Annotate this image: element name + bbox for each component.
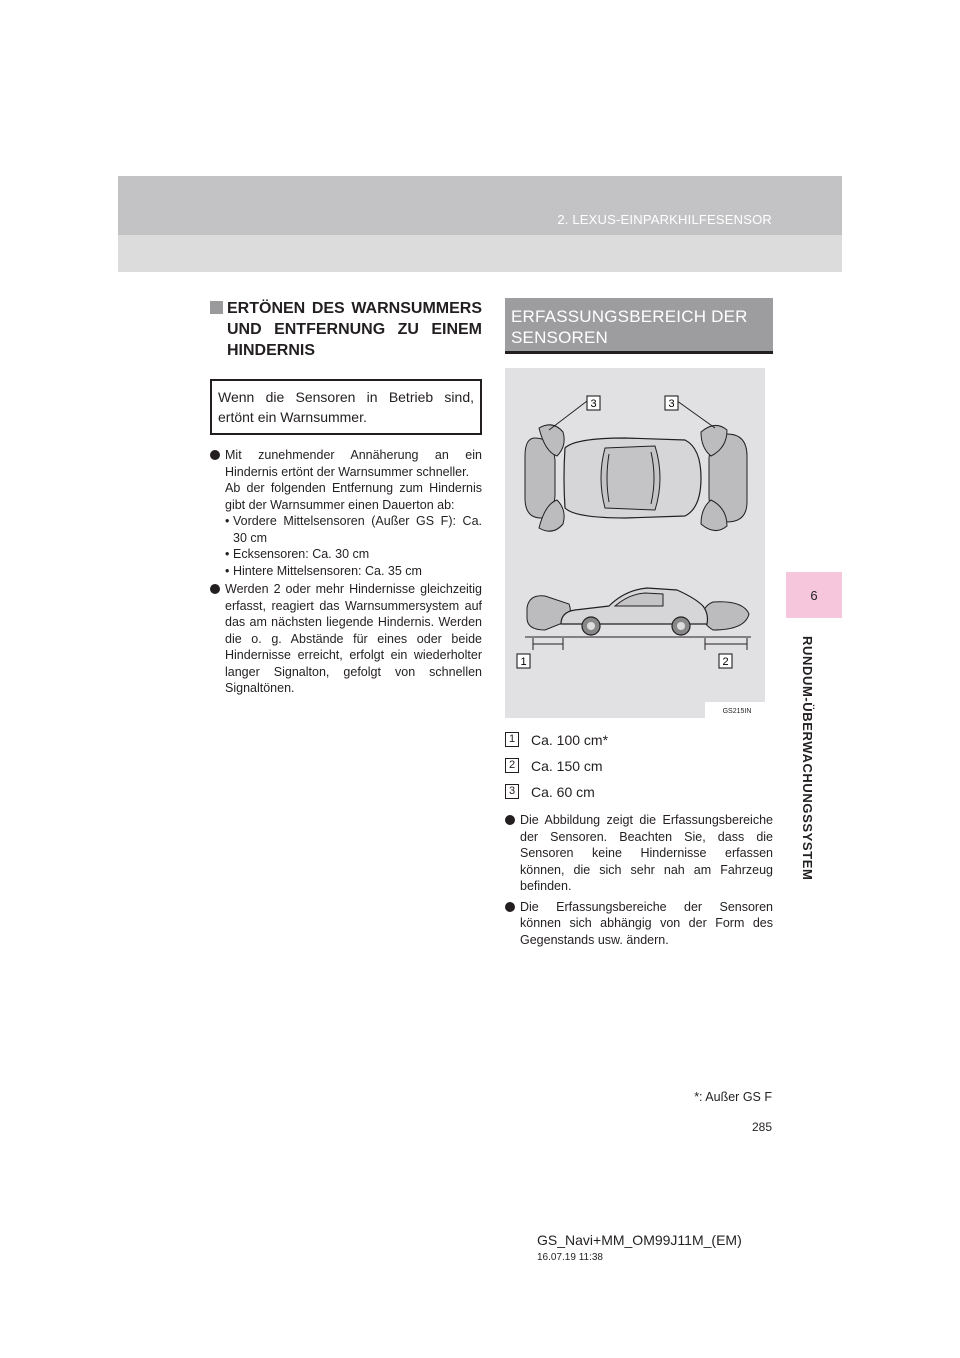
square-bullet-icon <box>210 301 223 314</box>
bullet-item <box>505 812 773 895</box>
car-side-view <box>525 588 751 650</box>
bullet-item <box>210 447 482 579</box>
callout-3-left <box>587 396 600 410</box>
range-text: Ca. 100 cm* <box>531 732 609 748</box>
callout-3-right <box>665 396 678 410</box>
distance-item: • Ecksensoren: Ca. 30 cm <box>225 546 482 563</box>
intro-box: Wenn die Sensoren in Betrieb sind, ertönt ein Warnsummer. <box>210 379 482 435</box>
bullet-item <box>210 581 482 697</box>
bullet-text: Mit zunehmender Annäherung an ein Hindernis ertönt der Warnsummer schneller. <box>225 448 482 479</box>
bullet-text: Die Erfassungsbereiche der Sensoren können sich abhängig von der Form des Gegenstands usw. ändern. <box>520 899 773 947</box>
section-title: 2. LEXUS-EINPARKHILFESENSOR <box>557 212 772 227</box>
bullet-text: Ab der folgenden Entfernung zum Hindernis gibt der Warnsummer einen Dauerton ab: <box>225 481 482 512</box>
section-heading: ERFASSUNGSBEREICH DER SENSOREN <box>505 298 773 354</box>
chapter-label: RUNDUM-ÜBERWACHUNGSSYSTEM <box>800 636 815 881</box>
right-column <box>505 298 773 952</box>
bullet-dot-icon <box>505 902 515 912</box>
callout-label: 2 <box>722 656 729 668</box>
page-number: 285 <box>751 1120 772 1134</box>
distance-item: • Vordere Mittelsensoren (Außer GS F): Ca. 30 cm <box>225 513 482 546</box>
subsection-heading-text: ERTÖNEN DES WARNSUMMERS UND ENTFERNUNG ZU EINEM HINDERNIS <box>227 300 482 359</box>
subsection-heading <box>210 298 482 361</box>
callout-2 <box>719 654 732 668</box>
bullet-dot-icon <box>210 584 220 594</box>
callout-label: 3 <box>590 398 597 410</box>
bullet-text: Die Abbildung zeigt die Erfassungsbereiche der Sensoren. Beachten Sie, dass die Sensoren keine Hindernisse erfassen können, die sich sehr nah am Fahrzeug befinden. <box>520 813 773 893</box>
figure-code: GS215IN <box>722 708 752 715</box>
bullet-dot-icon <box>505 815 515 825</box>
range-text: Ca. 150 cm <box>531 758 603 774</box>
car-top-view <box>525 398 747 531</box>
sensor-range-diagram <box>505 368 765 718</box>
sensor-range-figure <box>505 368 765 718</box>
left-column <box>210 298 482 697</box>
distance-item: • Hintere Mittelsensoren: Ca. 35 cm <box>225 563 482 580</box>
chapter-number: 6 <box>810 588 818 603</box>
callout-label: 1 <box>520 656 527 668</box>
number-box: 1 <box>505 732 519 747</box>
document-code: GS_Navi+MM_OM99J11M_(EM) <box>537 1232 742 1248</box>
range-list <box>505 732 773 810</box>
range-item <box>505 784 773 810</box>
bullet-item <box>505 899 773 949</box>
range-text: Ca. 60 cm <box>531 784 595 800</box>
footnote: *: Außer GS F <box>694 1090 772 1104</box>
note-list <box>505 812 773 948</box>
header-band <box>118 176 842 272</box>
document-timestamp: 16.07.19 11:38 <box>537 1252 603 1263</box>
range-item <box>505 758 773 784</box>
bullet-dot-icon <box>210 450 220 460</box>
bullet-text: Werden 2 oder mehr Hindernisse gleichzeitig erfasst, reagiert das Warnsummersystem auf das am nächsten liegende Hindernis. Werden die o. g. Abstände für eines oder beide Hindernisse erreicht, erfolgt ein wiederholter langer Signalton, gefolgt von schnellen Signaltönen. <box>225 582 482 695</box>
callout-1 <box>517 654 530 668</box>
number-box: 2 <box>505 758 519 773</box>
range-item <box>505 732 773 758</box>
chapter-tab <box>786 572 842 618</box>
number-box: 3 <box>505 784 519 799</box>
callout-label: 3 <box>668 398 675 410</box>
